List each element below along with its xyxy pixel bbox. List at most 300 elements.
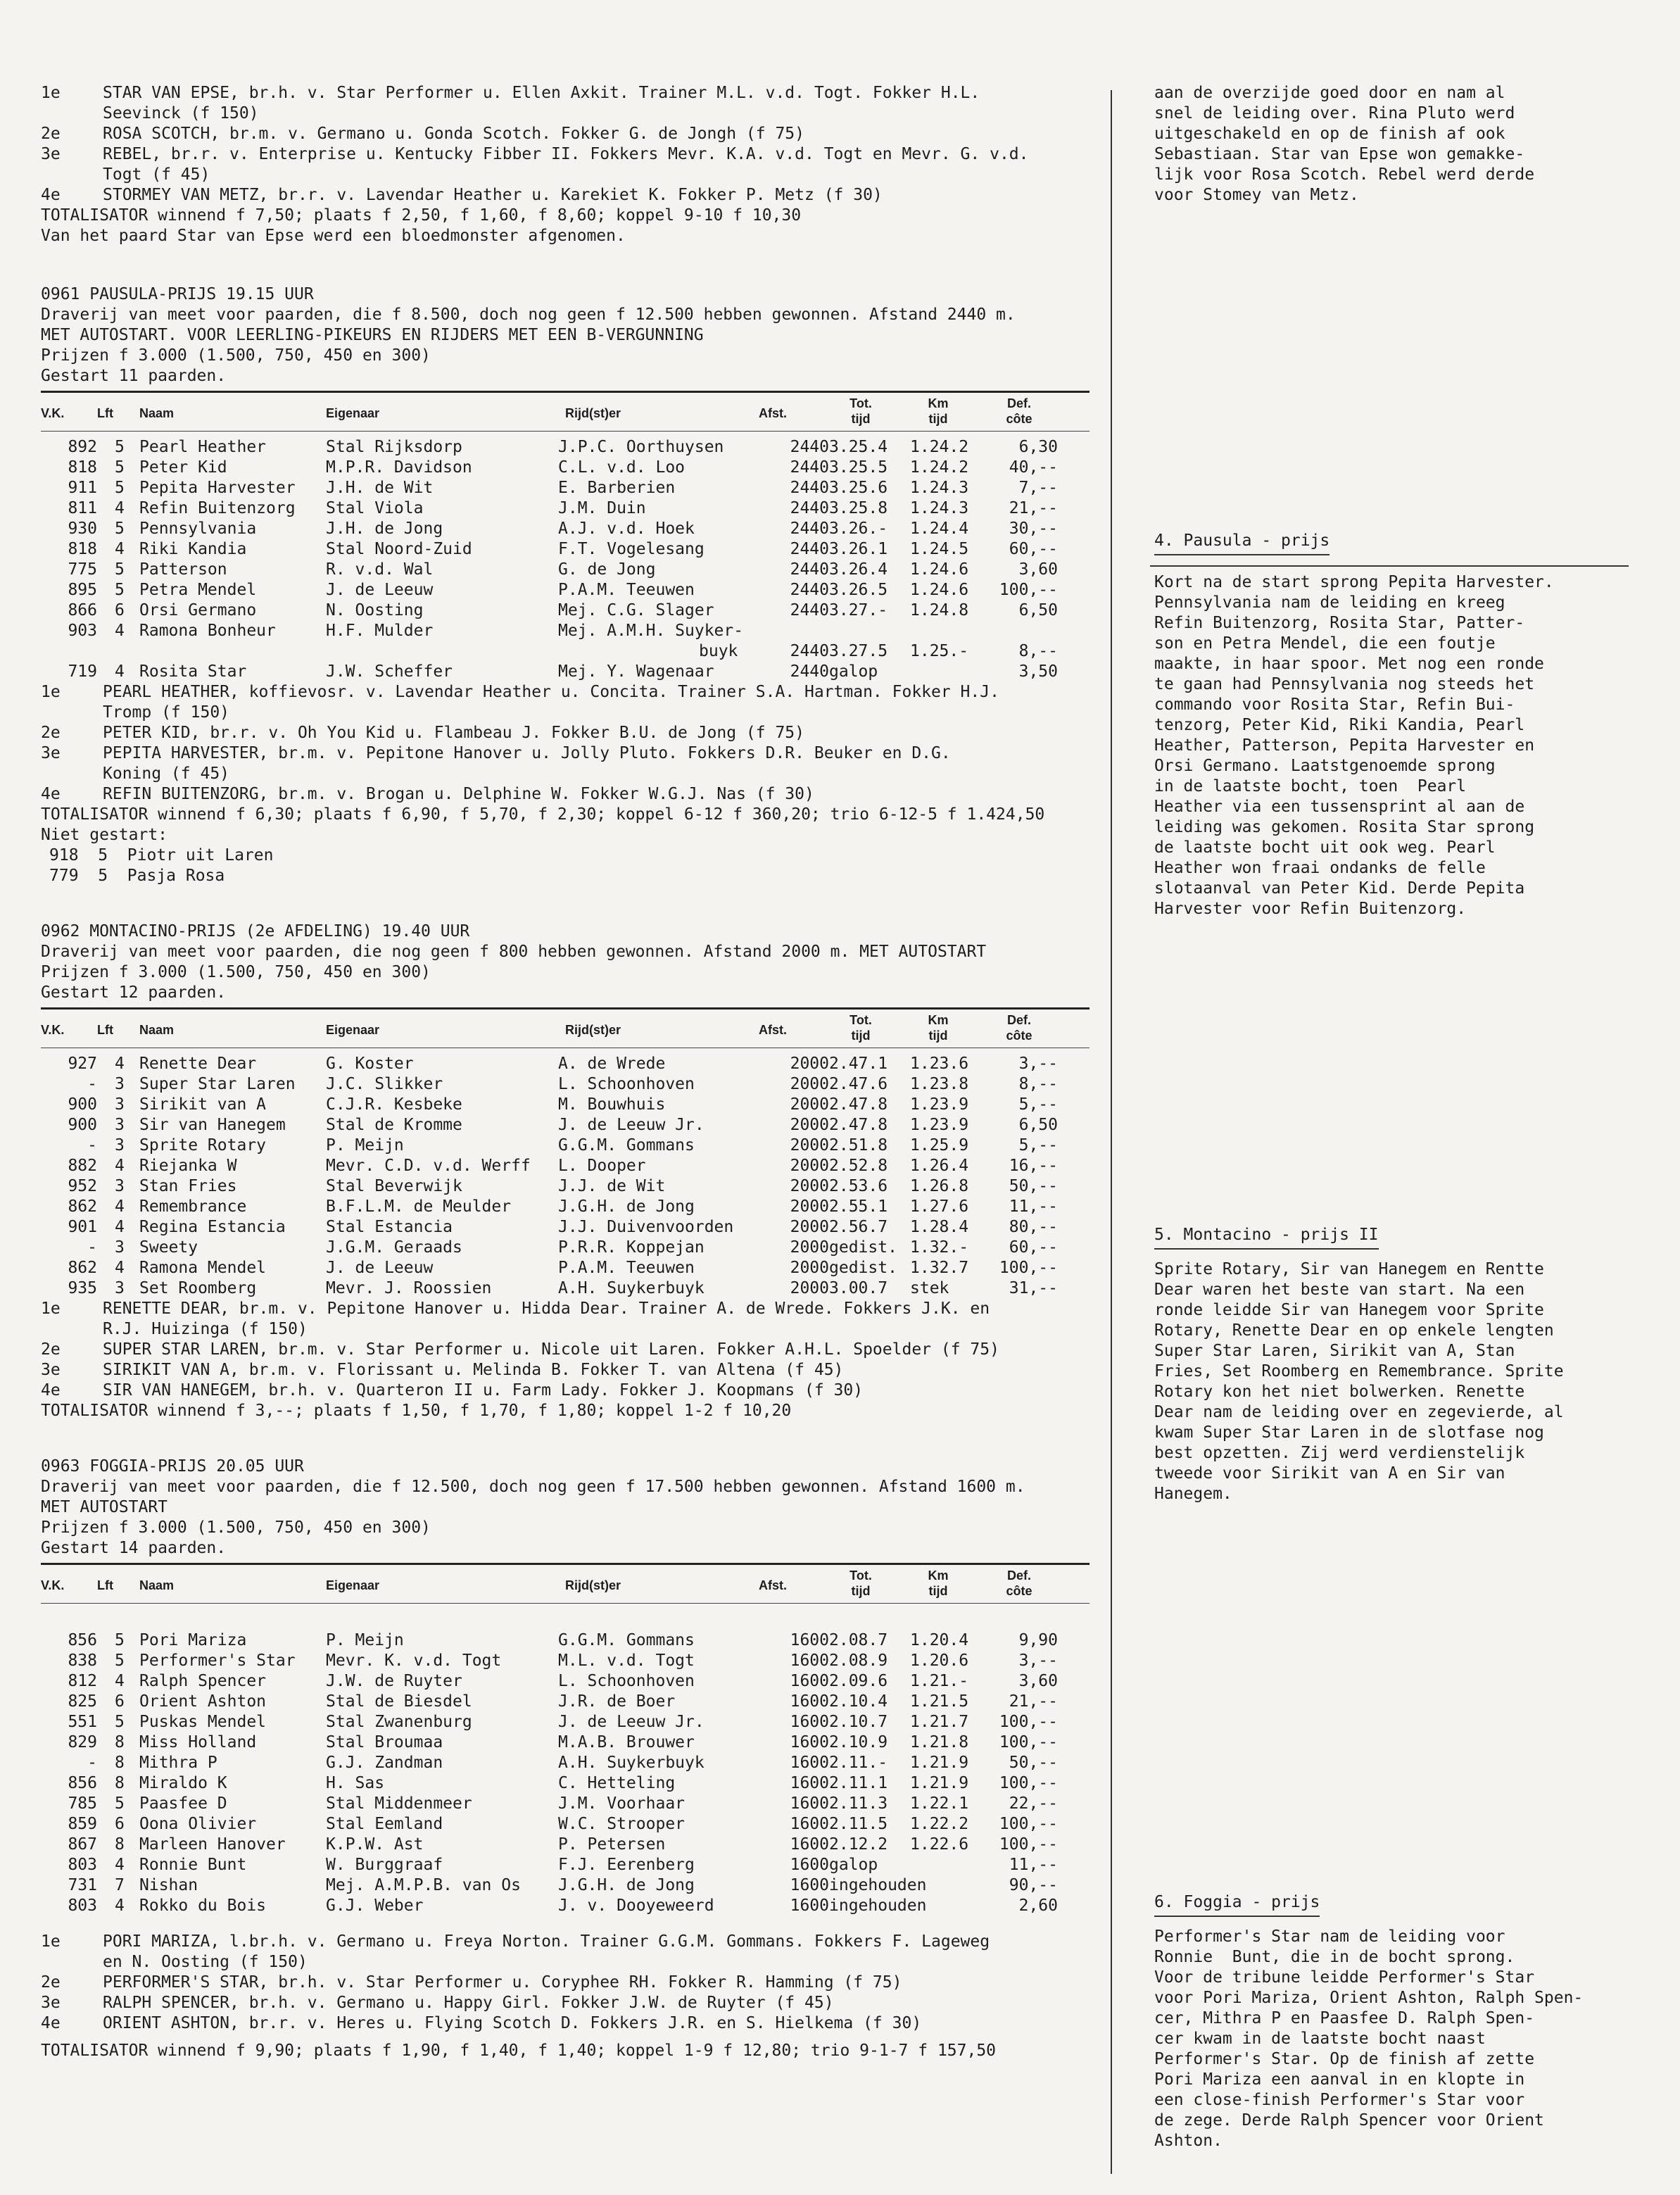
cell-tot: 2.12.2: [829, 1835, 888, 1854]
cell-lft: 8: [115, 1754, 125, 1772]
placing-position: 4e: [41, 785, 61, 803]
cell-lft: 6: [115, 1692, 125, 1711]
cell-def: 11,--: [1009, 1197, 1058, 1216]
cell-rijd: M.A.B. Brouwer: [558, 1733, 695, 1751]
previous-race-footer: [41, 206, 1090, 246]
cell-km: 1.24.2: [910, 458, 969, 477]
cell-def: 50,--: [1009, 1754, 1058, 1772]
cell-lft: 5: [115, 458, 125, 477]
cell-km: 1.21.-: [910, 1672, 969, 1690]
cell-eig: Stal Estancia: [326, 1218, 453, 1236]
cell-afst: 2440: [790, 601, 829, 619]
cell-naam: Mithra P: [139, 1754, 217, 1772]
cell-vk: 856: [68, 1631, 97, 1649]
cell-naam: Renette Dear: [139, 1055, 257, 1073]
cell-def: 80,--: [1009, 1218, 1058, 1236]
commentary-line: Fries, Set Roomberg en Remembrance. Sprite: [1154, 1362, 1564, 1380]
cell-eig: W. Burggraaf: [326, 1856, 443, 1874]
header-km-bottom: tijd: [928, 1029, 948, 1043]
cell-vk: 825: [68, 1692, 97, 1711]
cell-afst: 2440: [790, 560, 829, 579]
cell-def: 21,--: [1009, 499, 1058, 517]
table-body: [41, 1630, 1090, 1916]
table-row: [41, 1156, 1090, 1176]
table-row: [41, 662, 1090, 682]
commentary-title: 5. Montacino - prijs II: [1154, 1225, 1379, 1250]
cell-rijd: J.J. Duivenvoorden: [558, 1218, 734, 1236]
cell-tot: 2.51.8: [829, 1136, 888, 1155]
placing-line: [41, 1319, 1090, 1340]
commentary-pausula: [1154, 531, 1647, 919]
cell-afst: 2440: [790, 581, 829, 599]
cell-afst: 2440: [790, 438, 829, 456]
placing-text: REBEL, br.r. v. Enterprise u. Kentucky Fibber II. Fokkers Mevr. K.A. v.d. Togt en Mevr. G. v.d.: [103, 145, 1029, 163]
cell-rijd: P.A.M. Teeuwen: [558, 1259, 695, 1277]
table-row: [41, 1896, 1090, 1916]
cell-eig: Stal Eemland: [326, 1815, 443, 1833]
cell-km: 1.25.9: [910, 1136, 969, 1155]
cell-tot: 3.26.5: [829, 581, 888, 599]
cell-tot: 3.25.4: [829, 438, 888, 456]
cell-lft: 5: [115, 1794, 125, 1813]
cell-naam: Paasfee D: [139, 1794, 227, 1813]
cell-def: 100,--: [999, 1815, 1058, 1833]
header-tot-top: Tot.: [850, 1568, 872, 1583]
commentary-line: Dear nam de leiding over en zegevierde, al: [1154, 1403, 1564, 1421]
cell-naam: Petra Mendel: [139, 581, 257, 599]
cell-vk: 812: [68, 1672, 97, 1690]
placing-line: [41, 723, 1090, 743]
cell-lft: 3: [115, 1279, 125, 1297]
cell-eig: J.G.M. Geraads: [326, 1238, 462, 1257]
cell-def: 100,--: [999, 1733, 1058, 1751]
cell-afst: 2000: [790, 1095, 829, 1114]
header-tot-bottom: tijd: [851, 1029, 871, 1043]
cell-naam: Miraldo K: [139, 1774, 227, 1792]
footer-line: TOTALISATOR winnend f 9,90; plaats f 1,90, f 1,40, f 1,40; koppel 1-9 f 12,80; trio 9-1-7 f 157,50: [41, 2042, 997, 2060]
table-row: [41, 560, 1090, 580]
cell-lft: 5: [115, 520, 125, 538]
cell-rijd: L. Schoonhoven: [558, 1672, 695, 1690]
results-column: [41, 83, 1090, 2061]
race-intro-line: Draverij van meet voor paarden, die f 8.500, doch nog geen f 12.500 hebben gewonnen. Afstand 2440 m.: [41, 306, 1016, 324]
cell-km: 1.24.2: [910, 438, 969, 456]
race-intro-line: Draverij van meet voor paarden, die nog geen f 800 hebben gewonnen. Afstand 2000 m. MET AUTOSTART: [41, 943, 987, 961]
commentary-line: Rotary, Renette Dear en op enkele lengten: [1154, 1321, 1554, 1340]
header-vk: V.K.: [41, 406, 65, 420]
cell-rijd: J.M. Duin: [558, 499, 646, 517]
commentary-line: een close-finish Performer's Star voor: [1154, 2091, 1525, 2109]
race-placings: [41, 682, 1090, 805]
cell-vk: 811: [68, 499, 97, 517]
placing-text: Koning (f 45): [103, 765, 230, 783]
race-footer: [41, 2041, 1090, 2061]
cell-naam: Ronnie Bunt: [139, 1856, 247, 1874]
table-row: [41, 1630, 1090, 1651]
cell-vk: 927: [68, 1055, 97, 1073]
cell-naam: Super Star Laren: [139, 1075, 296, 1093]
cell-km: 1.32.-: [910, 1238, 969, 1257]
cell-lft: 4: [115, 1218, 125, 1236]
cell-naam: Riejanka W: [139, 1157, 237, 1175]
cell-naam: Sweety: [139, 1238, 198, 1257]
cell-def: 3,--: [1018, 1652, 1058, 1670]
cell-tot: ingehouden: [829, 1897, 927, 1915]
cell-def: 3,60: [1018, 1672, 1058, 1690]
cell-tot: 2.52.8: [829, 1157, 888, 1175]
placing-text: Togt (f 45): [103, 165, 210, 184]
table-row: [41, 1855, 1090, 1875]
table-body: [41, 437, 1090, 682]
cell-afst: 1600: [790, 1631, 829, 1649]
cell-lft: 8: [115, 1733, 125, 1751]
cell-km: stek: [910, 1279, 949, 1297]
cell-km: 1.23.9: [910, 1095, 969, 1114]
commentary-line: ronde leidde Sir van Hanegem voor Sprite: [1154, 1301, 1544, 1319]
table-row: [41, 1238, 1090, 1258]
placing-position: 1e: [41, 1932, 61, 1951]
commentary-line: tweede voor Sirikit van A en Sir van: [1154, 1464, 1505, 1483]
cell-naam: Refin Buitenzorg: [139, 499, 296, 517]
cell-vk: 731: [68, 1876, 97, 1894]
cell-tot: 2.10.9: [829, 1733, 888, 1751]
cell-afst: 1600: [790, 1815, 829, 1833]
cell-afst: 2000: [790, 1055, 829, 1073]
cell-rijd: P.R.R. Koppejan: [558, 1238, 705, 1257]
table-row: [41, 1115, 1090, 1136]
cell-rijd: P. Petersen: [558, 1835, 666, 1854]
cell-naam: Ralph Spencer: [139, 1672, 267, 1690]
table-row: [41, 1671, 1090, 1692]
cell-def: 22,--: [1009, 1794, 1058, 1813]
header-naam: Naam: [139, 406, 175, 420]
commentary-line: commando voor Rosita Star, Refin Bui-: [1154, 696, 1515, 714]
cell-eig: K.P.W. Ast: [326, 1835, 424, 1854]
cell-naam: Rokko du Bois: [139, 1897, 267, 1915]
table-row: [41, 458, 1090, 478]
cell-tot: 3.26.4: [829, 560, 888, 579]
commentary-line: Voor de tribune leidde Performer's Star: [1154, 1968, 1535, 1987]
commentary-line: in de laatste bocht, toen Pearl: [1154, 777, 1467, 795]
race-intro-line: Gestart 12 paarden.: [41, 983, 227, 1002]
header-tot: [833, 396, 889, 427]
cell-km: 1.24.3: [910, 499, 969, 517]
placing-position: [41, 103, 103, 124]
commentary-line: slotaanval van Peter Kid. Derde Pepita: [1154, 879, 1525, 898]
cell-vk: 900: [68, 1116, 97, 1134]
table-header: [41, 1007, 1090, 1048]
cell-tot: 3.26.1: [829, 540, 888, 558]
cell-afst: 2000: [790, 1197, 829, 1216]
placing-position: [41, 165, 103, 185]
previous-race-results: [41, 83, 1090, 206]
header-def-top: Def.: [1006, 1568, 1031, 1583]
cell-rijd: Mej. C.G. Slager: [558, 601, 714, 619]
cell-lft: 3: [115, 1075, 125, 1093]
cell-afst: 1600: [790, 1876, 829, 1894]
race-intro-line: MET AUTOSTART. VOOR LEERLING-PIKEURS EN RIJDERS MET EEN B-VERGUNNING: [41, 326, 704, 344]
cell-lft: 8: [115, 1835, 125, 1854]
placing-position: 3e: [41, 1994, 61, 2012]
cell-eig: Stal Beverwijk: [326, 1177, 462, 1195]
header-def-top: Def.: [1006, 396, 1031, 410]
commentary-line: Harvester voor Refin Buitenzorg.: [1154, 900, 1467, 918]
cell-def: 21,--: [1009, 1692, 1058, 1711]
placing-position: 2e: [41, 1973, 61, 1992]
header-vk: V.K.: [41, 1578, 65, 1592]
placing-line: [41, 165, 1090, 185]
table-row: [41, 1651, 1090, 1671]
commentary-line: snel de leiding over. Rina Pluto werd: [1154, 104, 1515, 122]
cell-eig: J.W. Scheffer: [326, 662, 453, 681]
cell-afst: 2000: [790, 1136, 829, 1155]
table-row: [41, 1875, 1090, 1896]
cell-afst: 2440: [790, 540, 829, 558]
commentary-line: Pori Mariza een aanval in en klopte in: [1154, 2070, 1525, 2089]
cell-def: 5,--: [1018, 1136, 1058, 1155]
cell-tot: 2.47.6: [829, 1075, 888, 1093]
cell-lft: 4: [115, 1259, 125, 1277]
cell-vk: 551: [68, 1713, 97, 1731]
cell-km: 1.21.9: [910, 1754, 969, 1772]
placing-line: [41, 1973, 1090, 1993]
table-row: [41, 1176, 1090, 1197]
placing-position: 3e: [41, 744, 61, 762]
cell-tot: 2.09.6: [829, 1672, 888, 1690]
cell-eig: Stal Noord-Zuid: [326, 540, 472, 558]
cell-naam: Pori Mariza: [139, 1631, 247, 1649]
header-km-top: Km: [928, 1568, 949, 1583]
cell-vk: 803: [68, 1856, 97, 1874]
header-def: [987, 1568, 1051, 1599]
cell-km: 1.25.-: [910, 642, 969, 660]
cell-eig: Mevr. J. Roossien: [326, 1279, 492, 1297]
cell-tot: 3.25.5: [829, 458, 888, 477]
placing-position: 4e: [41, 186, 61, 204]
cell-vk: 856: [68, 1774, 97, 1792]
commentary-line: Heather via een tussensprint al aan de: [1154, 798, 1525, 816]
cell-lft: 4: [115, 540, 125, 558]
cell-afst: 1600: [790, 1897, 829, 1915]
header-def-bottom: côte: [1006, 1584, 1032, 1598]
cell-vk: 903: [68, 622, 97, 640]
cell-eig: J.C. Slikker: [326, 1075, 443, 1093]
cell-km: 1.21.8: [910, 1733, 969, 1751]
cell-km: 1.24.6: [910, 560, 969, 579]
cell-km: 1.23.9: [910, 1116, 969, 1134]
commentary-line: Hanegem.: [1154, 1485, 1232, 1503]
placing-position: 1e: [41, 1300, 61, 1318]
cell-naam: Pepita Harvester: [139, 479, 296, 497]
placing-line: [41, 764, 1090, 784]
header-km-top: Km: [928, 1013, 949, 1027]
placing-line: [41, 682, 1090, 703]
race-intro-line: MET AUTOSTART: [41, 1498, 168, 1516]
cell-km: 1.24.8: [910, 601, 969, 619]
cell-eig: Mevr. K. v.d. Togt: [326, 1652, 502, 1670]
cell-km: 1.28.4: [910, 1218, 969, 1236]
placing-position: 1e: [41, 84, 61, 102]
header-km: [914, 1568, 963, 1599]
cell-afst: 1600: [790, 1754, 829, 1772]
header-afst: Afst.: [759, 1023, 787, 1037]
cell-afst: 2000: [790, 1259, 829, 1277]
cell-vk: 838: [68, 1652, 97, 1670]
cell-tot: 2.10.4: [829, 1692, 888, 1711]
cell-rijd: A.H. Suykerbuyk: [558, 1279, 705, 1297]
placing-position: [41, 703, 103, 723]
placing-line: [41, 185, 1090, 206]
table-row: [41, 1258, 1090, 1278]
commentary-line: Sprite Rotary, Sir van Hanegem en Rentte: [1154, 1260, 1544, 1278]
cell-def: 31,--: [1009, 1279, 1058, 1297]
header-vk: V.K.: [41, 1023, 65, 1037]
cell-naam: Pennsylvania: [139, 520, 257, 538]
placing-line: [41, 784, 1090, 805]
cell-tot: 2.11.3: [829, 1794, 888, 1813]
commentary-line: te gaan had Pennsylvania nog steeds het: [1154, 675, 1535, 693]
cell-eig: Stal de Biesdel: [326, 1692, 472, 1711]
title-rule: [1150, 565, 1629, 567]
placing-text: ORIENT ASHTON, br.r. v. Heres u. Flying Scotch D. Fokkers J.R. en S. Hielkema (f 30): [103, 2014, 922, 2032]
cell-eig: Mej. A.M.P.B. van Os: [326, 1876, 521, 1894]
cell-afst: 1600: [790, 1692, 829, 1711]
cell-vk: 862: [68, 1259, 97, 1277]
cell-def: 100,--: [999, 1835, 1058, 1854]
cell-def: 3,60: [1018, 560, 1058, 579]
commentary-continued: [1154, 83, 1647, 206]
race-intro-line: Gestart 11 paarden.: [41, 367, 227, 385]
header-lft: Lft: [97, 406, 113, 420]
cell-rijd: C.L. v.d. Loo: [558, 458, 686, 477]
cell-rijd: A. de Wrede: [558, 1055, 666, 1073]
cell-tot: galop: [829, 662, 878, 681]
header-naam: Naam: [139, 1578, 175, 1592]
cell-afst: 1600: [790, 1713, 829, 1731]
cell-def: 6,50: [1018, 1116, 1058, 1134]
cell-afst: 2440: [790, 458, 829, 477]
header-def: [987, 1012, 1051, 1043]
footer-line: TOTALISATOR winnend f 3,--; plaats f 1,50, f 1,70, f 1,80; koppel 1-2 f 10,20: [41, 1402, 792, 1420]
commentary-line: Rotary kon het niet bolwerken. Renette: [1154, 1383, 1525, 1401]
cell-rijd: J.J. de Wit: [558, 1177, 666, 1195]
cell-tot: 2.47.8: [829, 1095, 888, 1114]
table-row: [41, 1278, 1090, 1299]
race-footer: [41, 1401, 1090, 1421]
cell-naam: Rosita Star: [139, 662, 247, 681]
cell-eig: R. v.d. Wal: [326, 560, 434, 579]
race-intro-line: 0962 MONTACINO-PRIJS (2e AFDELING) 19.40 UUR: [41, 922, 470, 941]
cell-tot: gedist.: [829, 1259, 897, 1277]
commentary-line: leiding was gekomen. Rosita Star sprong: [1154, 818, 1535, 836]
placing-text: SIR VAN HANEGEM, br.h. v. Quarteron II u. Farm Lady. Fokker J. Koopmans (f 30): [103, 1381, 864, 1400]
cell-def: 100,--: [999, 1774, 1058, 1792]
cell-def: 11,--: [1009, 1856, 1058, 1874]
column-divider: [1111, 90, 1112, 2174]
cell-vk: 818: [68, 540, 97, 558]
table-row: [41, 1095, 1090, 1115]
cell-naam: Remembrance: [139, 1197, 247, 1216]
cell-tot: galop: [829, 1856, 878, 1874]
commentary-line: Performer's Star nam de leiding voor: [1154, 1927, 1505, 1946]
cell-naam: Set Roomberg: [139, 1279, 257, 1297]
cell-lft: 5: [115, 479, 125, 497]
cell-def: 60,--: [1009, 540, 1058, 558]
cell-tot: gedist.: [829, 1238, 897, 1257]
cell-afst: 2000: [790, 1238, 829, 1257]
cell-vk: 775: [68, 560, 97, 579]
cell-def: 30,--: [1009, 520, 1058, 538]
cell-eig: Mevr. C.D. v.d. Werff: [326, 1157, 531, 1175]
cell-lft: 3: [115, 1238, 125, 1257]
cell-vk: -: [87, 1075, 97, 1093]
cell-km: 1.24.3: [910, 479, 969, 497]
cell-lft: 6: [115, 1815, 125, 1833]
placing-line: [41, 703, 1090, 723]
header-def-top: Def.: [1006, 1013, 1031, 1027]
table-row: [41, 1732, 1090, 1753]
cell-naam: Sir van Hanegem: [139, 1116, 286, 1134]
cell-tot: 3.25.6: [829, 479, 888, 497]
placing-line: [41, 743, 1090, 764]
cell-tot: ingehouden: [829, 1876, 927, 1894]
placing-line: [41, 1360, 1090, 1380]
cell-vk: 803: [68, 1897, 97, 1915]
cell-vk: 867: [68, 1835, 97, 1854]
cell-afst: 2000: [790, 1157, 829, 1175]
cell-naam: Orient Ashton: [139, 1692, 267, 1711]
header-km-bottom: tijd: [928, 1584, 948, 1598]
commentary-line: Performer's Star. Op de finish af zette: [1154, 2050, 1535, 2068]
placing-line: [41, 83, 1090, 103]
cell-naam: Nishan: [139, 1876, 198, 1894]
cell-naam: Ramona Bonheur: [139, 622, 276, 640]
commentary-line: best opzetten. Zij werd verdienstelijk: [1154, 1444, 1525, 1462]
cell-eig: G.J. Weber: [326, 1897, 424, 1915]
cell-tot: 2.08.7: [829, 1631, 888, 1649]
header-def: [987, 396, 1051, 427]
placing-position: 3e: [41, 145, 61, 163]
cell-lft: 3: [115, 1095, 125, 1114]
cell-km: 1.20.6: [910, 1652, 969, 1670]
commentary-line: Ronnie Bunt, die in de bocht sprong.: [1154, 1948, 1515, 1966]
placing-text: Seevinck (f 150): [103, 104, 259, 122]
cell-eig: J. de Leeuw: [326, 1259, 434, 1277]
cell-lft: 3: [115, 1177, 125, 1195]
cell-vk: 862: [68, 1197, 97, 1216]
placing-text: STAR VAN EPSE, br.h. v. Star Performer u. Ellen Axkit. Trainer M.L. v.d. Togt. Fokker H.L.: [103, 84, 980, 102]
placing-text: PEPITA HARVESTER, br.m. v. Pepitone Hanover u. Jolly Pluto. Fokkers D.R. Beuker en D.G.: [103, 744, 951, 762]
cell-rijd: F.T. Vogelesang: [558, 540, 705, 558]
cell-rijd: Mej. Y. Wagenaar: [558, 662, 714, 681]
cell-lft: 7: [115, 1876, 125, 1894]
placing-position: 2e: [41, 1340, 61, 1359]
cell-tot: 2.53.6: [829, 1177, 888, 1195]
commentary-line: Refin Buitenzorg, Rosita Star, Patter-: [1154, 614, 1525, 632]
placing-text: PETER KID, br.r. v. Oh You Kid u. Flambeau J. Fokker B.U. de Jong (f 75): [103, 724, 804, 742]
header-tot-top: Tot.: [850, 396, 872, 410]
cell-def: 6,50: [1018, 601, 1058, 619]
cell-vk: 900: [68, 1095, 97, 1114]
header-naam: Naam: [139, 1023, 175, 1037]
cell-vk: 719: [68, 662, 97, 681]
cell-rijd: Mej. A.M.H. Suyker-: [558, 622, 744, 640]
cell-km: 1.24.6: [910, 581, 969, 599]
cell-tot: 3.27.-: [829, 601, 888, 619]
race-intro-line: Prijzen f 3.000 (1.500, 750, 450 en 300): [41, 1518, 431, 1537]
cell-vk: 901: [68, 1218, 97, 1236]
cell-eig: G. Koster: [326, 1055, 414, 1073]
